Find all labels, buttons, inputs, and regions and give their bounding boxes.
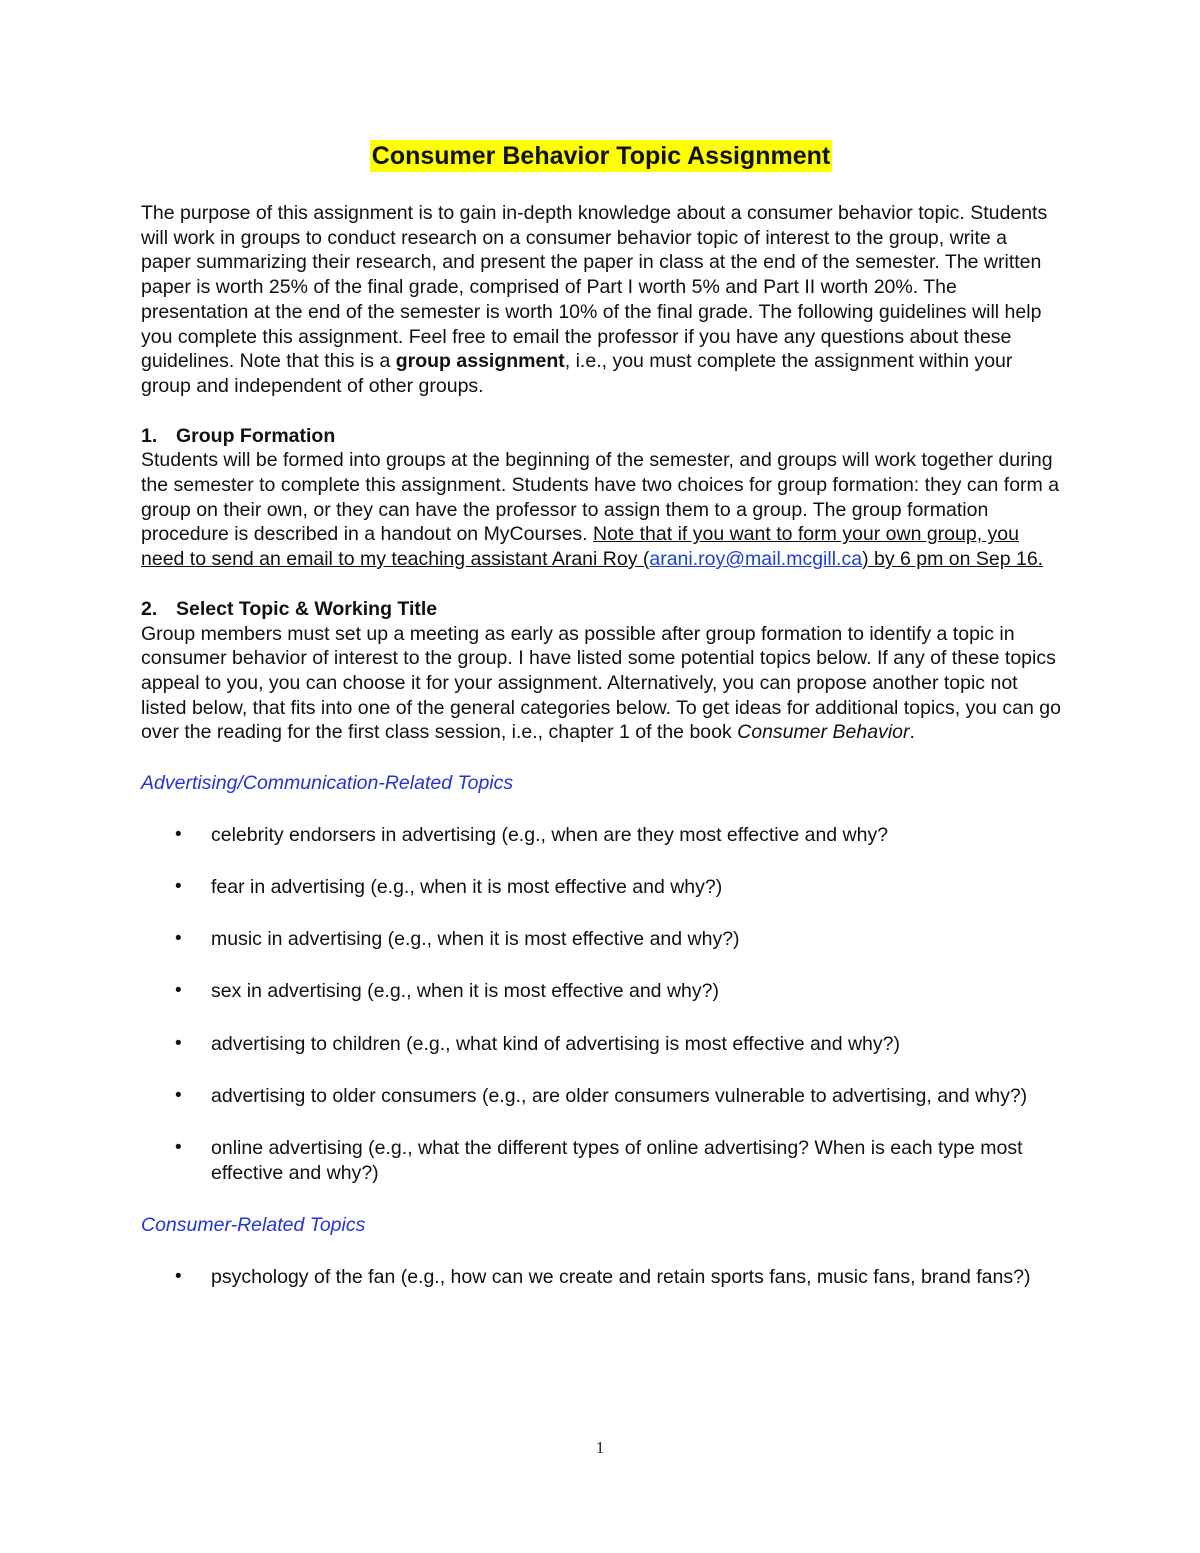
- section-select-topic: [141, 597, 1061, 745]
- title-wrap: [141, 140, 1061, 172]
- intro-paragraph: [141, 201, 1061, 399]
- bullet-icon: •: [175, 928, 182, 950]
- topic-text: celebrity endorsers in advertising (e.g., when are they most effective and why?: [211, 823, 889, 846]
- list-item: [141, 875, 1061, 900]
- book-title: Consumer Behavior: [737, 721, 910, 744]
- list-item: [141, 927, 1061, 952]
- section-group-formation: [141, 424, 1061, 572]
- bullet-icon: •: [175, 1084, 182, 1106]
- bullet-icon: •: [175, 1032, 182, 1054]
- intro-text-end: , i.e., you must complete the assignment within your group and independent of other groups.: [141, 350, 1013, 397]
- bullet-icon: •: [175, 823, 182, 845]
- list-item: [141, 1136, 1061, 1185]
- page-number: 1: [595, 1438, 605, 1457]
- topic-text: psychology of the fan (e.g., how can we create and retain sports fans, music fans, brand fans?): [211, 1265, 1031, 1288]
- bullet-icon: •: [175, 980, 182, 1002]
- category-heading-consumer: Consumer-Related Topics: [141, 1213, 366, 1236]
- topic-list-advertising: [141, 823, 1061, 1186]
- category-heading-advertising: Advertising/Communication-Related Topics: [141, 772, 514, 795]
- deadline-note: Note that if you want to form your own group, you need to send an email to my teaching assistant Arani Roy (: [141, 523, 1019, 571]
- topic-text: advertising to children (e.g., what kind of advertising is most effective and why?): [211, 1032, 900, 1055]
- topic-text: advertising to older consumers (e.g., are older consumers vulnerable to advertising, and why?): [211, 1084, 1028, 1107]
- topic-text: music in advertising (e.g., when it is most effective and why?): [211, 928, 740, 951]
- list-item: [141, 823, 1061, 848]
- list-item: [141, 1084, 1061, 1109]
- section-title: Group Formation: [176, 424, 336, 447]
- topic-text: online advertising (e.g., what the different types of online advertising? When is each type most effective and why?): [211, 1136, 1023, 1184]
- section-body-end: .: [909, 721, 915, 744]
- section-body: [141, 622, 1061, 746]
- intro-text: The purpose of this assignment is to gain in-depth knowledge about a consumer behavior topic. Students will work in groups to conduct research on a consumer behavior topic of interest to the group, write a paper summarizing their research, and present the paper in class at the end of the semester. The written paper is worth 25% of the final grade, comprised of Part I worth 5% and Part II worth 20%. The presentation at the end of the semester is worth 10% of the final grade. The following guidelines will help you complete this assignment. Feel free to email the professor if you have any questions about these guidelines. Note that this is a: [141, 202, 1048, 373]
- section-number: 1.: [141, 424, 158, 447]
- document-page: [141, 140, 1061, 1317]
- topic-text: fear in advertising (e.g., when it is most effective and why?): [211, 875, 723, 898]
- bullet-icon: •: [175, 1136, 182, 1158]
- intro-bold-text: group assignment: [395, 350, 565, 373]
- section-heading: [141, 424, 1061, 449]
- section-number: 2.: [141, 597, 158, 620]
- bullet-icon: •: [175, 875, 182, 897]
- bullet-icon: •: [175, 1265, 182, 1287]
- section-heading: [141, 597, 1061, 622]
- topic-text: sex in advertising (e.g., when it is most effective and why?): [211, 980, 719, 1003]
- list-item: [141, 1265, 1061, 1290]
- list-item: [141, 1032, 1061, 1057]
- topic-list-consumer: [141, 1265, 1061, 1290]
- list-item: [141, 979, 1061, 1004]
- section-title: Select Topic & Working Title: [176, 597, 438, 620]
- section-body-text: Group members must set up a meeting as early as possible after group formation to identify a topic in consumer behavior of interest to the group. I have listed some potential topics below. If any of these topics appeal to you, you can choose it for your assignment. Alternatively, you can propose another topic not listed below, that fits into one of the general categories below. To get ideas for additional topics, you can go over the reading for the first class session, i.e., chapter 1 of the book: [141, 622, 1061, 744]
- deadline-note-end: ) by 6 pm on Sep 16.: [862, 548, 1044, 571]
- ta-email-link[interactable]: arani.roy@mail.mcgill.ca: [649, 548, 863, 571]
- section-body: [141, 448, 1061, 572]
- document-title: Consumer Behavior Topic Assignment: [371, 142, 831, 170]
- section-body-text: Students will be formed into groups at the beginning of the semester, and groups will work together during the semester to complete this assignment. Students have two choices for group formation: they can form a group on their own, or they can have the professor to assign them to a group. The group formation procedure is described in a handout on MyCourses.: [141, 449, 1060, 546]
